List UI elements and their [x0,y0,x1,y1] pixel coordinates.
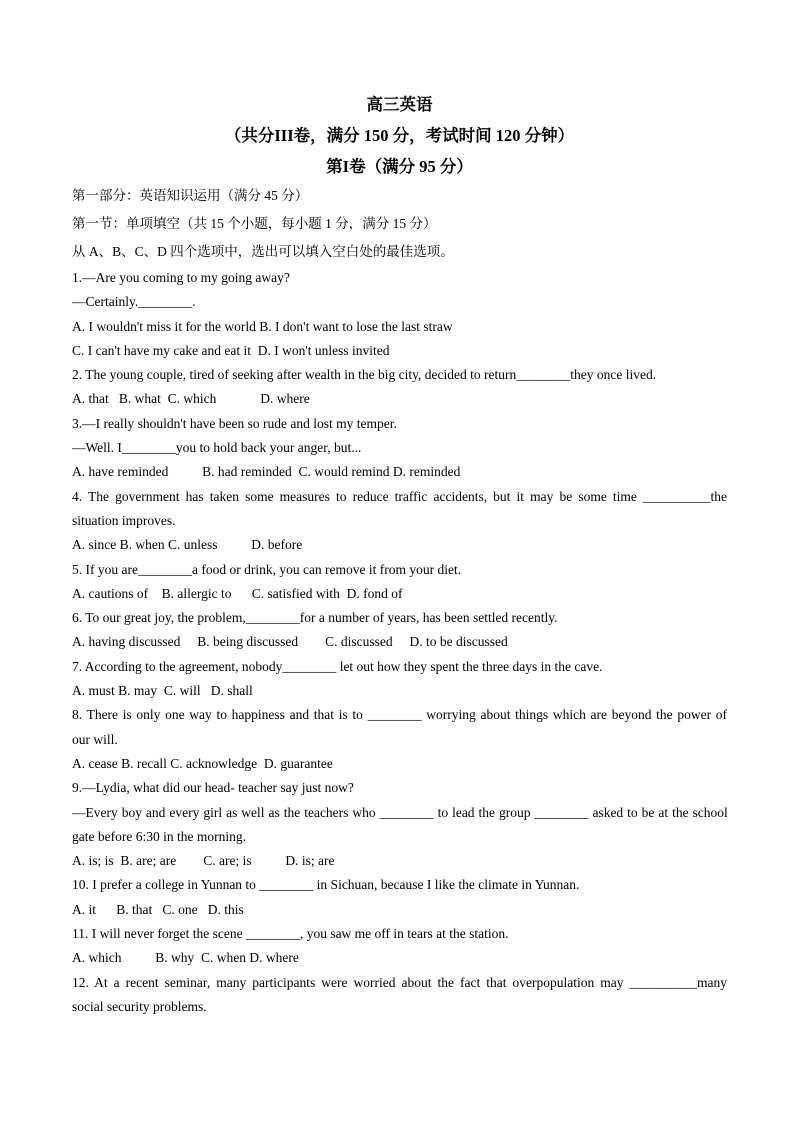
q9-options: A. is; is B. are; are C. are; is D. is; are [72,853,335,869]
q9-line3: gate before 6:30 in the morning. [72,828,246,844]
exam-meta: （共分III卷，满分 150 分，考试时间 120 分钟） [224,126,575,145]
q10-stem: 10. I prefer a college in Yunnan to ________ in Sichuan, because I like the climate in Yunnan. [72,877,580,893]
q11-stem: 11. I will never forget the scene ________, you saw me off in tears at the station. [72,926,509,942]
q1-line2: —Certainly.________. [72,294,196,310]
q12-stem-line2: social security problems. [72,998,207,1014]
q11-options: A. which B. why C. when D. where [72,950,299,966]
q4-stem-line1: 4. The government has taken some measures to reduce traffic accidents, but it may be some time __________the [72,488,727,504]
q1-options-cd: C. I can't have my cake and eat it D. I won't unless invited [72,342,390,358]
q9-line1: 9.—Lydia, what did our head- teacher say just now? [72,780,354,796]
volume-heading: 第I卷（满分 95 分） [326,157,473,176]
instructions: 从 A、B、C、D 四个选项中，选出可以填入空白处的最佳选项。 [72,244,454,259]
q3-line1: 3.—I really shouldn't have been so rude and lost my temper. [72,415,397,431]
q1-line1: 1.—Are you coming to my going away? [72,270,290,285]
q5-stem: 5. If you are________a food or drink, you can remove it from your diet. [72,561,462,577]
q12-stem-line1: 12. At a recent seminar, many participants were worried about the fact that overpopulation may __________many [72,974,727,990]
q6-options: A. having discussed B. being discussed C. discussed D. to be discussed [72,634,508,650]
q7-options: A. must B. may C. will D. shall [72,683,253,699]
q7-stem: 7. According to the agreement, nobody________ let out how they spent the three days in the cave. [72,658,603,674]
q2-options: A. that B. what C. which D. where [72,391,310,407]
q1-options-ab: A. I wouldn't miss it for the world B. I don't want to lose the last straw [72,318,453,334]
q9-line2: —Every boy and every girl as well as the teachers who ________ to lead the group ________ asked to be at the school [72,804,728,820]
document-body [72,89,727,1019]
q8-stem-line1: 8. There is only one way to happiness and that is to ________ worrying about things which are beyond the power of [72,707,727,723]
q8-options: A. cease B. recall C. acknowledge D. guarantee [72,755,333,771]
q3-line2: —Well. I________you to hold back your anger, but... [72,440,362,456]
q2-stem: 2. The young couple, tired of seeking after wealth in the big city, decided to return________they once lived. [72,367,657,383]
section-heading: 第一节：单项填空（共 15 个小题，每小题 1 分，满分 15 分） [72,216,437,231]
q4-options: A. since B. when C. unless D. before [72,537,303,553]
q5-options: A. cautions of B. allergic to C. satisfied with D. fond of [72,585,403,601]
q6-stem: 6. To our great joy, the problem,________for a number of years, has been settled recently. [72,610,558,626]
q10-options: A. it B. that C. one D. this [72,901,244,917]
q8-stem-line2: our will. [72,731,118,747]
exam-title: 高三英语 [366,95,433,114]
q3-options: A. have reminded B. had reminded C. would remind D. reminded [72,464,461,480]
part-heading: 第一部分：英语知识运用（满分 45 分） [72,188,309,203]
q4-stem-line2: situation improves. [72,512,176,528]
